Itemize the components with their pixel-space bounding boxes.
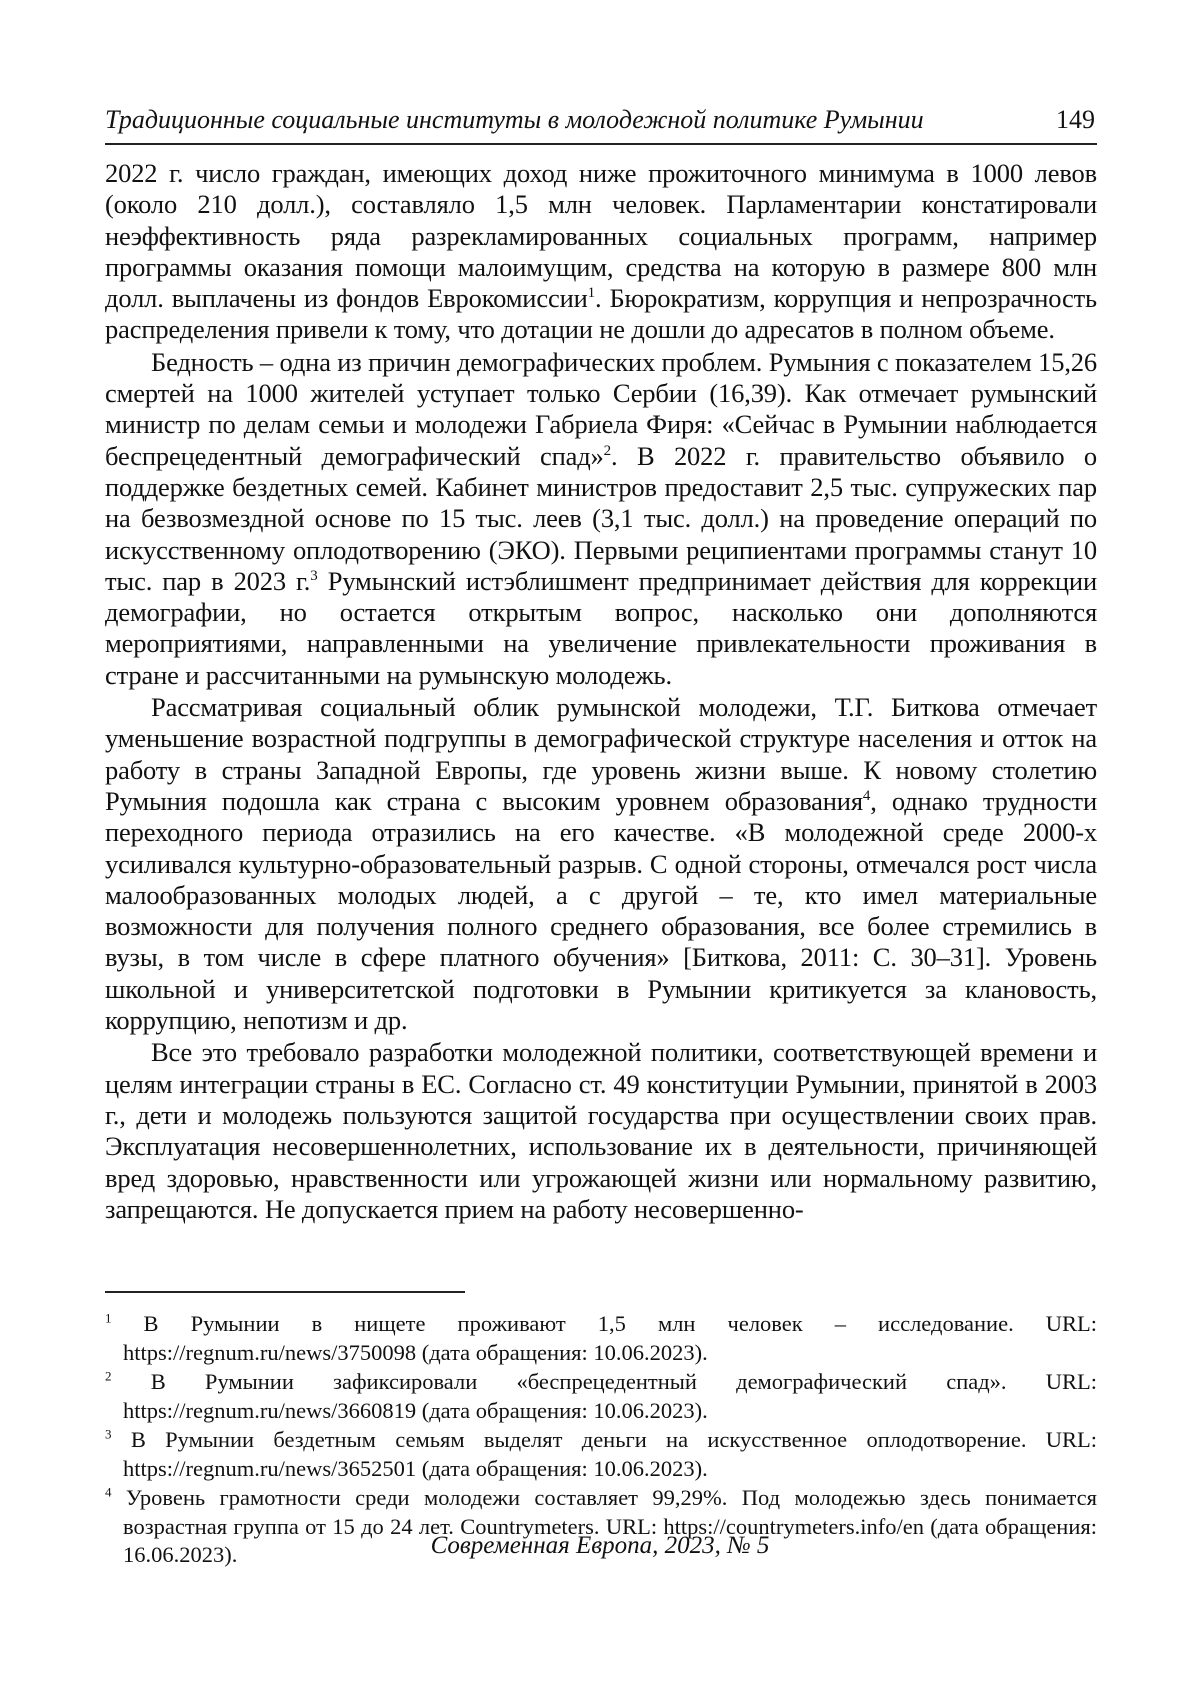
paragraph-1-end: . Бюрократизм, коррупция и непрозрачность распределения привели к тому, что дотации не дошли до адресатов в полном объеме. xyxy=(105,283,1097,345)
paragraph-1 xyxy=(105,158,1097,346)
footnote-ref-4[interactable]: 4 xyxy=(862,788,871,805)
footnote-ref-3[interactable]: 3 xyxy=(310,568,318,585)
footnote-ref-2[interactable]: 2 xyxy=(603,442,612,459)
main-text xyxy=(105,158,1097,1225)
journal-footer: Современная Европа, 2023, № 5 xyxy=(430,1532,770,1559)
footnote-text: В Румынии зафиксировали «беспрецедентный демографический спад». URL: https://regnum.ru/news/3660819 (дата обращения: 10.06.2023). xyxy=(123,1369,1097,1423)
paragraph-2-text-c: Румынский истэблишмент предпринимает действия для коррекции демографии, но остается открытым вопрос, насколько они дополняются мероприятиями, направленными на увеличение привлекательности проживания в стране и рассчитанными на румынскую молодежь. xyxy=(105,565,1097,690)
paragraph-2-text-a: Бедность – одна из причин демографических проблем. Румыния с показателем 15,26 смертей на 1000 жителей уступает только Сербии (16,39). Как отмечает румынский министр по делам семьи и молодежи Габриела Фиря: «Сейчас в Румынии наблюдается беспрецедентный демографический спад» xyxy=(105,346,1097,471)
paragraph-4: Все это требовало разработки молодежной политики, соответствующей времени и целям интеграции страны в ЕС. Согласно ст. 49 конституции Румынии, принятой в 2003 г., дети и молодежь пользуются защитой государства при осуществлении своих прав. Эксплуатация несовершеннолетних, использование их в деятельности, причиняющей вред здоровью, нравственности или угрожающей жизни или нормальному развитию, запрещаются. Не допускается прием на работу несовершенно- xyxy=(105,1037,1097,1224)
paragraph-3-text-a: Рассматривая социальный облик румынской молодежи, Т.Г. Биткова отмечает уменьшение возрастной подгруппы в демографической структуре населения и отток на работу в страны Западной Европы, где уровень жизни выше. К новому столетию Румыния подошла как страна с высоким уровнем образования xyxy=(105,692,1097,816)
footnote-number: 3 xyxy=(105,1426,112,1442)
footnote-number: 1 xyxy=(105,1310,112,1326)
footnote-1 xyxy=(105,1310,1097,1367)
footnote-3 xyxy=(105,1426,1097,1483)
footnote-text: В Румынии в нищете проживают 1,5 млн человек – исследование. URL: https://regnum.ru/news/3750098 (дата обращения: 10.06.2023). xyxy=(123,1311,1097,1365)
running-header xyxy=(105,99,1097,145)
footnote-text: Уровень грамотности среди молодежи составляет 99,29%. Под молодежью здесь понимается возрастная группа от 15 до 24 лет. Countrymeters. URL: https://countrymeters.info/en (дата обращения: 16.06.2023). xyxy=(123,1485,1097,1567)
footnote-ref-1[interactable]: 1 xyxy=(587,285,595,302)
paragraph-2-text-b: . В 2022 г. правительство объявило о поддержке бездетных семей. Кабинет министров предоставит 2,5 тыс. супружеских пар на безвозмездной основе по 15 тыс. леев (3,1 тыс. долл.) на проведение операций по искусственному оплодотворению (ЭКО). Первыми реципиентами программы станут 10 тыс. пар в 2023 г. xyxy=(105,440,1097,596)
paragraph-3 xyxy=(105,692,1097,1036)
paragraph-2 xyxy=(105,347,1097,691)
running-title: Традиционные социальные институты в молодежной политике Румынии xyxy=(105,105,924,134)
footnote-text: В Румынии бездетным семьям выделят деньги на искусственное оплодотворение. URL: https://regnum.ru/news/3652501 (дата обращения: 10.06.2023). xyxy=(123,1427,1098,1481)
paragraph-1-text: 2022 г. число граждан, имеющих доход ниже прожиточного минимума в 1000 левов (около 210 долл.), составляло 1,5 млн человек. Парламентарии констатировали неэффективность ряда разрекламированных социальных программ, например программы оказания помощи малоимущим, средства на которую в размере 800 млн долл. выплачены из фондов Еврокомиссии xyxy=(105,158,1097,314)
footnote-separator xyxy=(105,1291,465,1293)
footnote-number: 2 xyxy=(105,1368,112,1384)
footnote-2 xyxy=(105,1368,1097,1425)
footnote-number: 4 xyxy=(105,1484,112,1500)
page-number: 149 xyxy=(1056,105,1095,134)
paragraph-3-text-b: , однако трудности переходного периода отразились на его качестве. «В молодежной среде 2000-х усиливался культурно-образовательный разрыв. С одной стороны, отмечался рост числа малообразованных молодых людей, а с другой – те, кто имел материальные возможности для получения полного среднего образования, все более стремились в вузы, в том числе в сфере платного обучения» [Биткова, 2011: С. 30–31]. Уровень школьной и университетской подготовки в Румынии критикуется за клановость, коррупцию, непотизм и др. xyxy=(105,785,1097,1036)
